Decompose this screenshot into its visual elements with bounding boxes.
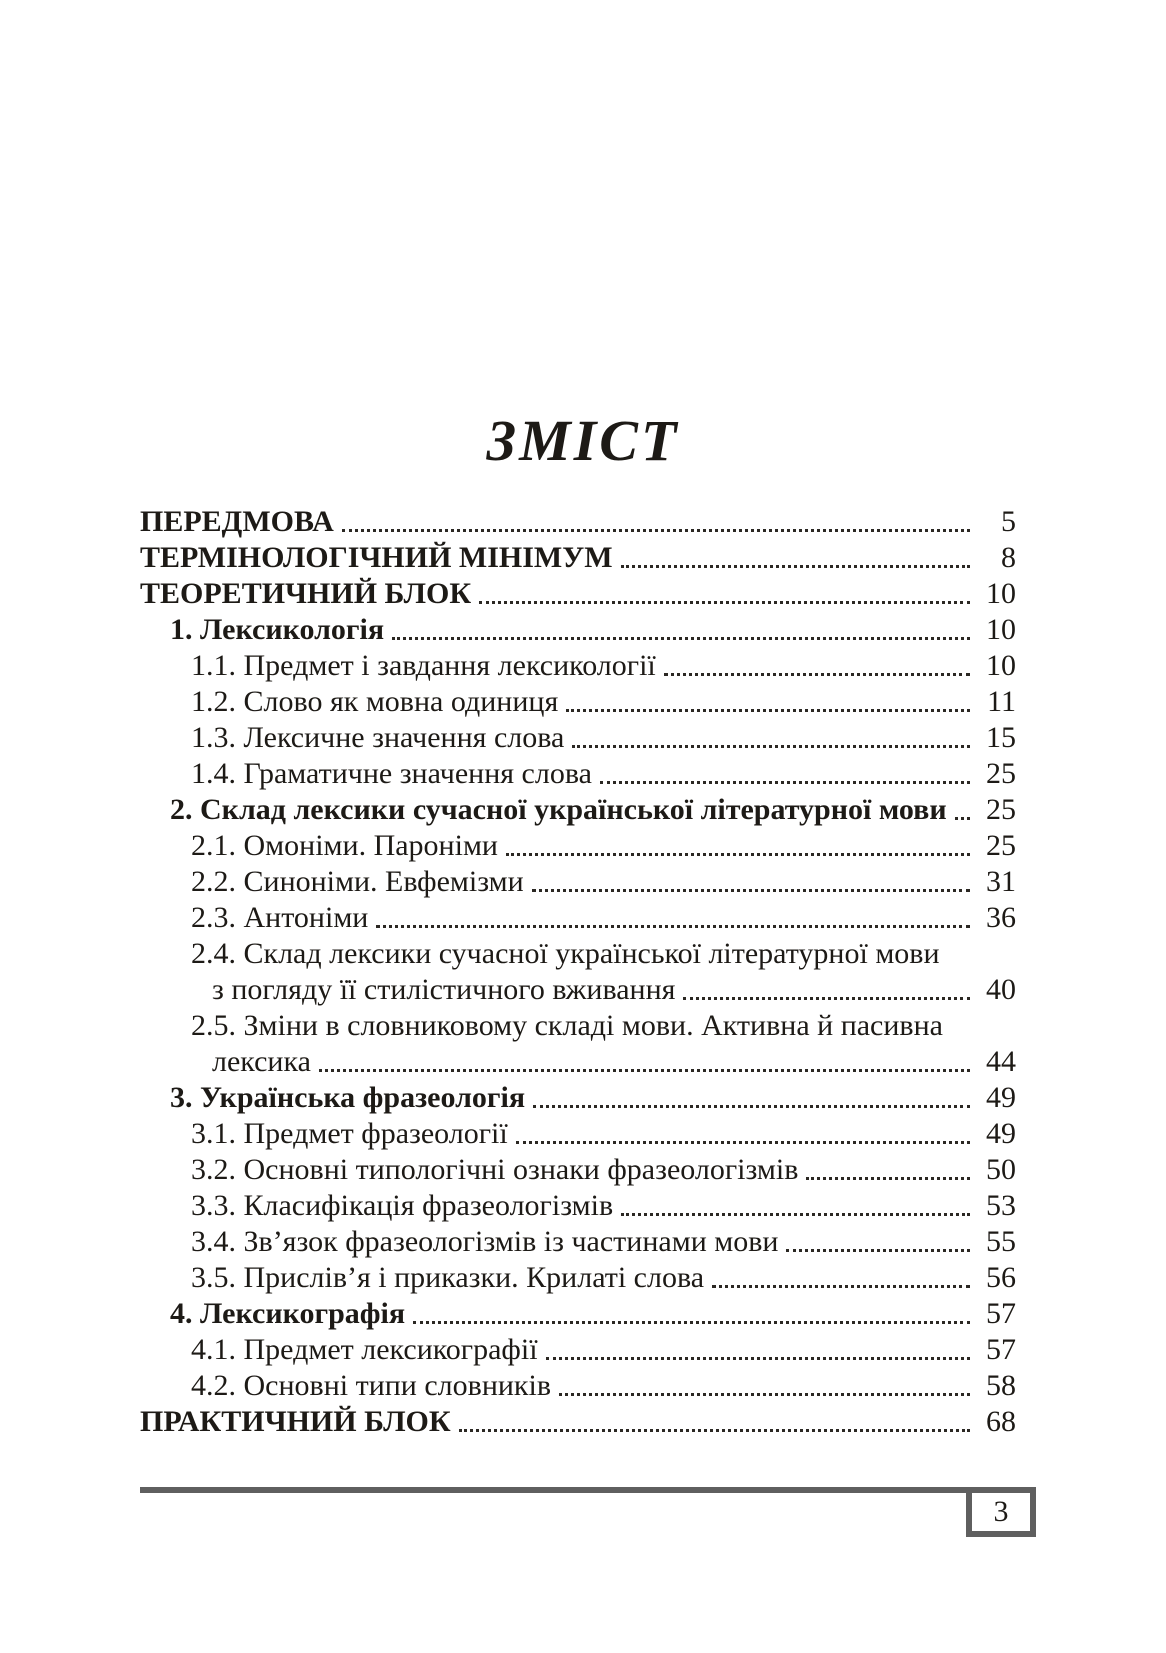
page-number-box: [966, 1487, 1036, 1537]
toc-entry: [140, 1188, 1016, 1224]
toc-entry-label: 3.5. Прислів’я і приказки. Крилаті слова: [191, 1261, 705, 1294]
toc-entry-label: 3.3. Класифікація фразеологізмів: [191, 1189, 614, 1222]
toc-entry: [140, 1080, 1016, 1116]
toc-page-number: 8: [1001, 541, 1016, 574]
toc-entry-label: 4.1. Предмет лексикографії: [191, 1333, 538, 1366]
dot-leader: [392, 637, 970, 640]
dot-leader: [376, 925, 970, 928]
table-of-contents: [140, 504, 1016, 1440]
toc-entry: [140, 1044, 1016, 1080]
toc-entry-label: 4.2. Основні типи словників: [191, 1369, 551, 1402]
dot-leader: [683, 997, 970, 1000]
toc-page-number: 49: [986, 1117, 1016, 1150]
toc-entry-label: ПРАКТИЧНИЙ БЛОК: [140, 1405, 451, 1438]
dot-leader: [566, 709, 970, 712]
dot-leader: [413, 1321, 970, 1324]
toc-entry: [140, 720, 1016, 756]
dot-leader: [533, 1105, 970, 1108]
toc-entry-label: лексика: [212, 1045, 311, 1078]
toc-entry: [140, 1224, 1016, 1260]
toc-entry-label: 2.1. Омоніми. Пароніми: [191, 829, 498, 862]
dot-leader: [664, 673, 970, 676]
toc-entry: [140, 828, 1016, 864]
dot-leader: [342, 529, 970, 532]
toc-page-number: 25: [986, 757, 1016, 790]
toc-entry: [140, 612, 1016, 648]
toc-page-number: 15: [986, 721, 1016, 754]
toc-entry-label: з погляду її стилістичного вживання: [212, 973, 676, 1006]
dot-leader: [459, 1429, 970, 1432]
toc-entry: [140, 684, 1016, 720]
toc-page-number: 10: [986, 577, 1016, 610]
dot-leader: [806, 1177, 970, 1180]
toc-entry: [140, 864, 1016, 900]
dot-leader: [712, 1285, 970, 1288]
dot-leader: [516, 1141, 970, 1144]
toc-page-number: 31: [986, 865, 1016, 898]
dot-leader: [319, 1069, 970, 1072]
toc-page-number: 56: [986, 1261, 1016, 1294]
toc-entry: [140, 1008, 1016, 1044]
toc-page-number: 57: [986, 1297, 1016, 1330]
toc-entry-label: 4. Лексикографія: [170, 1297, 406, 1330]
toc-entry-label: 2.2. Синоніми. Евфемізми: [191, 865, 524, 898]
toc-page-number: 44: [986, 1045, 1016, 1078]
toc-entry-label: 2.3. Антоніми: [191, 901, 369, 934]
toc-page-number: 36: [986, 901, 1016, 934]
footer-rule: [140, 1487, 1036, 1493]
toc-entry-label: 2.5. Зміни в словниковому складі мови. Активна й пасивна: [191, 1009, 943, 1042]
toc-entry: [140, 756, 1016, 792]
toc-page-number: 58: [986, 1369, 1016, 1402]
toc-entry-label: 1.1. Предмет і завдання лексикології: [191, 649, 656, 682]
dot-leader: [600, 781, 970, 784]
toc-entry-label: 2. Склад лексики сучасної української літературної мови: [170, 793, 947, 826]
toc-entry-label: ТЕРМІНОЛОГІЧНИЙ МІНІМУМ: [140, 541, 613, 574]
toc-entry: [140, 504, 1016, 540]
dot-leader: [786, 1249, 970, 1252]
toc-entry: [140, 900, 1016, 936]
dot-leader: [559, 1393, 970, 1396]
dot-leader: [955, 817, 970, 820]
toc-entry-label: 1.2. Слово як мовна одиниця: [191, 685, 559, 718]
toc-entry-label: 3.4. Зв’язок фразеологізмів із частинами мови: [191, 1225, 779, 1258]
dot-leader: [621, 565, 970, 568]
dot-leader: [479, 601, 970, 604]
toc-entry-label: 2.4. Склад лексики сучасної української літературної мови: [191, 937, 940, 970]
page-title: ЗМІСТ: [486, 408, 680, 473]
toc-entry-label: ТЕОРЕТИЧНИЙ БЛОК: [140, 577, 472, 610]
toc-page-number: 57: [986, 1333, 1016, 1366]
toc-page-number: 10: [986, 649, 1016, 682]
dot-leader: [572, 745, 970, 748]
toc-entry: [140, 1332, 1016, 1368]
toc-page-number: 40: [986, 973, 1016, 1006]
toc-entry-label: 3. Українська фразеологія: [170, 1081, 526, 1114]
dot-leader: [506, 853, 970, 856]
toc-entry: [140, 1260, 1016, 1296]
toc-entry: [140, 1116, 1016, 1152]
toc-entry: [140, 648, 1016, 684]
toc-entry: [140, 972, 1016, 1008]
toc-page-number: 5: [1001, 505, 1016, 538]
toc-entry: [140, 1152, 1016, 1188]
toc-entry-label: 1.4. Граматичне значення слова: [191, 757, 592, 790]
toc-page-number: 10: [986, 613, 1016, 646]
toc-page-number: 49: [986, 1081, 1016, 1114]
toc-page-number: 11: [987, 685, 1016, 718]
page-number: 3: [993, 1495, 1009, 1528]
toc-entry: [140, 1296, 1016, 1332]
toc-page-number: 25: [986, 793, 1016, 826]
toc-entry: [140, 1404, 1016, 1440]
toc-page-number: 68: [986, 1405, 1016, 1438]
toc-entry: [140, 936, 1016, 972]
toc-entry-label: 3.2. Основні типологічні ознаки фразеологізмів: [191, 1153, 799, 1186]
toc-entry-label: 1. Лексикологія: [170, 613, 385, 646]
toc-entry: [140, 540, 1016, 576]
toc-entry-label: 3.1. Предмет фразеології: [191, 1117, 508, 1150]
toc-entry: [140, 1368, 1016, 1404]
toc-entry-label: 1.3. Лексичне значення слова: [191, 721, 565, 754]
toc-page-number: 55: [986, 1225, 1016, 1258]
toc-page-number: 25: [986, 829, 1016, 862]
toc-entry: [140, 576, 1016, 612]
dot-leader: [546, 1357, 970, 1360]
dot-leader: [532, 889, 970, 892]
toc-page-number: 53: [986, 1189, 1016, 1222]
toc-entry: [140, 792, 1016, 828]
toc-entry-label: ПЕРЕДМОВА: [140, 505, 334, 538]
toc-page-number: 50: [986, 1153, 1016, 1186]
dot-leader: [621, 1213, 970, 1216]
